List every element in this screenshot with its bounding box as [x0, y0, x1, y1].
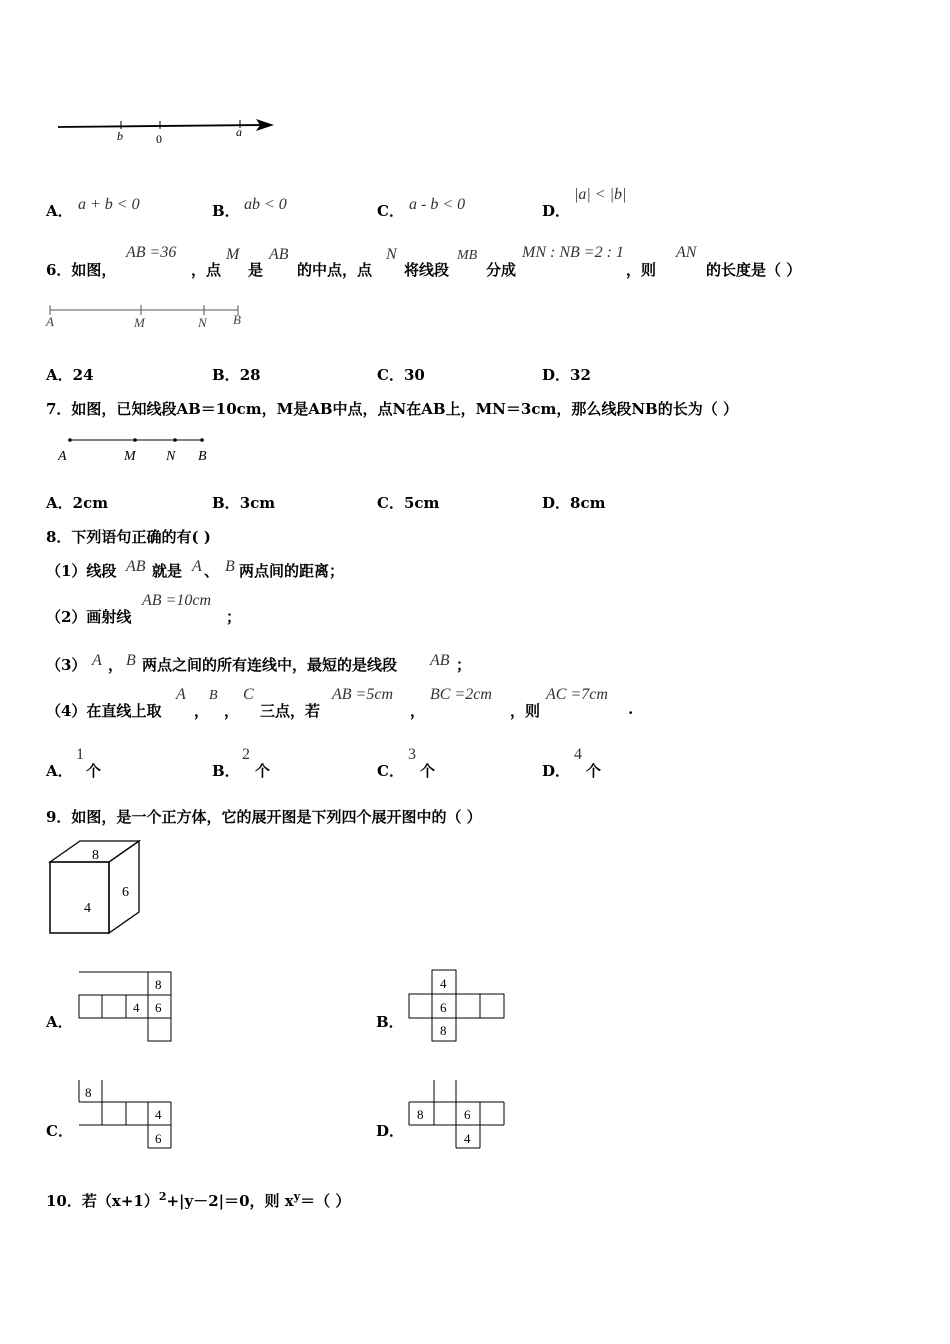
q6-math: MN : NB =2 : 1: [522, 244, 624, 261]
net-a-face: 8: [155, 977, 162, 992]
q6-math: M: [226, 246, 240, 263]
q6-segment-figure: [44, 298, 254, 334]
q9-option-b-net[interactable]: [406, 968, 510, 1044]
q6-text: ，点: [191, 261, 222, 279]
number-line-label-a: a: [236, 125, 242, 139]
q5-option-b-expr: ab < 0: [244, 196, 287, 213]
q5-option-c-letter[interactable]: C．: [377, 202, 404, 220]
q6-math: MB: [457, 248, 478, 263]
q6-text: 的长度是（ ）: [706, 261, 802, 279]
net-c-face: 6: [155, 1131, 162, 1146]
q6-label-a: A: [46, 314, 54, 329]
net-d-face: 4: [464, 1131, 471, 1146]
net-d-face: 8: [417, 1107, 424, 1122]
q6-option-a[interactable]: A．24: [46, 366, 94, 384]
q9-cube-figure: [46, 836, 146, 940]
number-line-label-zero: 0: [156, 132, 162, 146]
q8-statement-2: （2）画射线 AB =10cm ；: [46, 592, 242, 626]
q6-math: AN: [676, 244, 697, 261]
q8-statement-1: （1）线段 AB 就是 A 、 B 两点间的距离；: [46, 558, 345, 580]
q5-option-b-letter[interactable]: B．: [212, 202, 240, 220]
q5-option-a-letter[interactable]: A．: [46, 202, 73, 220]
q8-stem: 8．下列语句正确的有( ): [46, 528, 211, 546]
q6-text: 的中点，点: [297, 261, 373, 279]
q6-label-b: B: [233, 312, 241, 327]
q8-option-a-letter[interactable]: A．: [46, 762, 73, 780]
q9-option-a-net[interactable]: [76, 970, 176, 1044]
net-c-face: 8: [85, 1085, 92, 1100]
q6-label-m: M: [134, 315, 145, 330]
q6-option-d[interactable]: D．32: [542, 366, 591, 384]
q7-option-b[interactable]: B．3cm: [212, 494, 276, 512]
q6-text: 将线段: [404, 261, 450, 279]
net-b-face: 4: [440, 976, 447, 991]
q7-option-a[interactable]: A．2cm: [46, 494, 109, 512]
net-d-face: 6: [464, 1107, 471, 1122]
q5-option-d-letter[interactable]: D．: [542, 202, 571, 220]
net-c-face: 4: [155, 1107, 162, 1122]
q8-option-b-letter[interactable]: B．: [212, 762, 240, 780]
q7-segment-figure: [54, 430, 224, 466]
q10-stem: 10．若$(x+1)^2+|y-2|=0$，则 $x^y=$（ ）: [46, 1190, 351, 1210]
q9-stem: 9．如图，是一个正方体，它的展开图是下列四个展开图中的（ ）: [46, 808, 482, 826]
q7-label-b: B: [198, 449, 207, 464]
net-b-face: 6: [440, 1000, 447, 1015]
q7-label-m: M: [124, 449, 136, 464]
net-a-face: 4: [133, 1000, 140, 1015]
q6-text: 6．如图，: [46, 261, 117, 279]
q6-math: AB =36: [126, 244, 177, 261]
q9-option-d-letter[interactable]: D．: [376, 1122, 405, 1140]
net-b-face: 8: [440, 1023, 447, 1038]
q6-text: 分成: [486, 261, 517, 279]
cube-right-face: 6: [122, 885, 129, 900]
q9-option-b-letter[interactable]: B．: [376, 1013, 404, 1031]
q8-statement-3: （3） A ， B 两点之间的所有连线中，最短的是线段 AB ；: [46, 652, 472, 674]
q7-option-d[interactable]: D．8cm: [542, 494, 606, 512]
q9-option-c-net[interactable]: [76, 1078, 176, 1152]
q8-statement-4: （4）在直线上取 A ， B ， C 三点，若 AB =5cm ， BC =2cm ，则 AC =7cm .: [46, 686, 634, 720]
q8-options: A． 1 个 B． 2 个 C． 3 个 D． 4 个: [46, 746, 602, 780]
cube-front-face: 4: [84, 901, 91, 916]
number-line-label-b: b: [117, 129, 123, 143]
q8-option-c-letter[interactable]: C．: [377, 762, 404, 780]
net-a-face: 6: [155, 1000, 162, 1015]
q7-stem: 7．如图，已知线段AB＝10cm，M是AB中点，点N在AB上，MN＝3cm，那么线段NB的长为（ ）: [46, 400, 738, 418]
q9-option-d-net[interactable]: [406, 1078, 510, 1152]
cube-top-face: 8: [92, 848, 99, 863]
q6-option-c[interactable]: C．30: [377, 366, 425, 384]
q6-option-b[interactable]: B．28: [212, 366, 261, 384]
q7-label-a: A: [58, 449, 67, 464]
q6-text: 是: [248, 261, 264, 279]
q7-label-n: N: [166, 449, 176, 464]
q6-label-n: N: [198, 315, 207, 330]
q6-stem: [46, 244, 926, 284]
q6-text: ，则: [626, 261, 657, 279]
q6-math: N: [386, 246, 397, 263]
q9-option-a-letter[interactable]: A．: [46, 1013, 73, 1031]
q8-option-d-letter[interactable]: D．: [542, 762, 571, 780]
number-line-figure: [50, 112, 290, 152]
q5-option-a-expr: a + b < 0: [78, 196, 140, 213]
q6-math: AB: [269, 246, 289, 263]
q5-option-d-expr: |a| < |b|: [574, 186, 627, 203]
q5-option-c-expr: a - b < 0: [409, 196, 466, 213]
q9-option-c-letter[interactable]: C．: [46, 1122, 73, 1140]
q7-option-c[interactable]: C．5cm: [377, 494, 440, 512]
